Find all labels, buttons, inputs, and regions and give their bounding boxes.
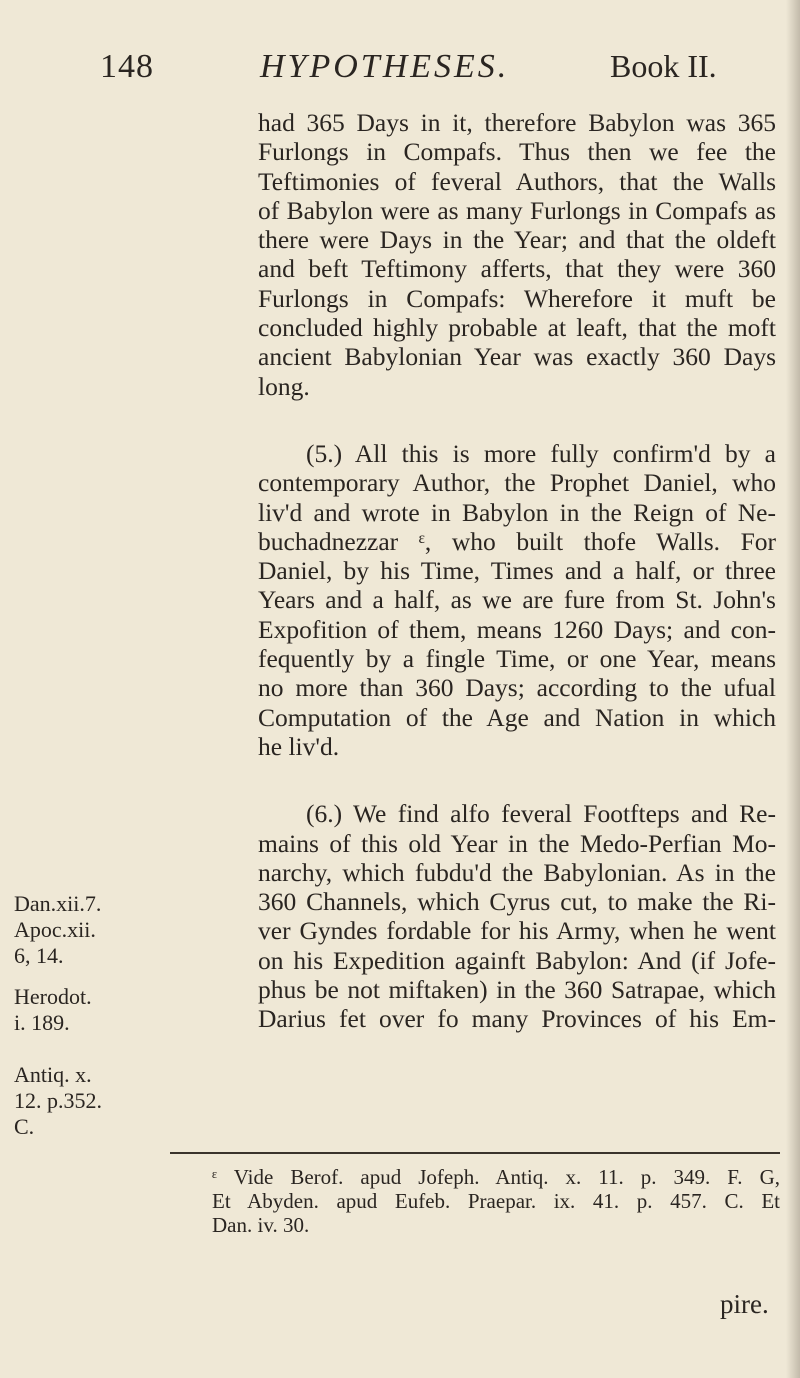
footnote	[212, 1165, 780, 1237]
text-line: on his Expedition againft Babylon: And (if Jofe-	[258, 945, 776, 975]
text-line: no more than 360 Days; according to the ufual	[258, 673, 776, 703]
footnote-line: Dan. iv. 30.	[212, 1213, 310, 1237]
text-line: buchadnezzar ᵋ, who built thofe Walls. For	[258, 526, 776, 556]
footnote-line: ᵋ Vide Berof. apud Jofeph. Antiq. x. 11. p. 349. F. G,	[212, 1165, 780, 1189]
margin-note-line	[14, 1036, 102, 1062]
text-line: long.	[258, 371, 310, 401]
margin-note-line: 6, 14.	[14, 943, 64, 968]
margin-note-line: i. 189.	[14, 1010, 70, 1035]
page-edge-shadow	[786, 0, 800, 1378]
body-text	[258, 108, 776, 1072]
text-line: he liv'd.	[258, 731, 340, 761]
text-line: had 365 Days in it, therefore Babylon was 365	[258, 108, 776, 137]
text-line: concluded highly probable at leaft, that the moft	[258, 313, 776, 343]
text-line: mains of this old Year in the Medo-Perfian Mo-	[258, 828, 776, 858]
margin-note-line: Dan.xii.7.	[14, 891, 102, 916]
text-line: of Babylon were as many Furlongs in Compafs as	[258, 195, 776, 225]
paragraph-2	[258, 439, 776, 761]
text-line: narchy, which fubdu'd the Babylonian. As in the	[258, 857, 776, 887]
text-line: Computation of the Age and Nation in which	[258, 702, 776, 732]
text-line: 360 Channels, which Cyrus cut, to make the Ri-	[258, 887, 776, 917]
margin-note-daniel	[14, 891, 101, 969]
catchword: pire.	[720, 1289, 769, 1319]
paragraph-1	[258, 108, 776, 401]
text-line: fequently by a fingle Time, or one Year, means	[258, 644, 776, 674]
text-line: ancient Babylonian Year was exactly 360 Days	[258, 342, 776, 372]
paragraph-3	[258, 799, 776, 1033]
text-line: Daniel, by his Time, Times and a half, or three	[258, 556, 776, 586]
margin-note-line: Herodot.	[14, 984, 92, 1009]
margin-note-herodotus	[14, 984, 102, 1140]
margin-note-line: 12. p.352.	[14, 1088, 102, 1113]
margin-note-line: Apoc.xii.	[14, 917, 96, 942]
text-line: Furlongs in Compafs: Wherefore it muft be	[258, 283, 776, 313]
running-title: HYPOTHESES.	[260, 48, 510, 85]
text-line: (5.) All this is more fully confirm'd by a	[306, 438, 776, 468]
text-line: (6.) We find alfo feveral Footfteps and Re-	[306, 799, 776, 829]
text-line: phus be not miftaken) in the 360 Satrapae, which	[258, 975, 776, 1005]
page-header	[0, 48, 800, 108]
margin-note-line: C.	[14, 1114, 35, 1139]
text-line: ver Gyndes fordable for his Army, when he went	[258, 916, 776, 946]
text-line: liv'd and wrote in Babylon in the Reign of Ne-	[258, 497, 776, 527]
text-line: Furlongs in Compafs. Thus then we fee the	[258, 137, 776, 167]
text-line: Expofition of them, means 1260 Days; and con-	[258, 614, 776, 644]
text-line: and beft Teftimony afferts, that they were 360	[258, 254, 776, 284]
text-line: contemporary Author, the Prophet Daniel, who	[258, 468, 776, 498]
margin-note-line: Antiq. x.	[14, 1062, 92, 1087]
footnote-line: Et Abyden. apud Eufeb. Praepar. ix. 41. p. 457. C. Et	[212, 1189, 780, 1213]
text-line: Darius fet over fo many Provinces of his Em-	[258, 1004, 776, 1034]
book-label: Book II.	[610, 48, 717, 84]
footnote-rule	[170, 1152, 780, 1154]
text-line: Teftimonies of feveral Authors, that the Walls	[258, 166, 776, 196]
text-line: Years and a half, as we are fure from St. John's	[258, 585, 776, 615]
page-number: 148	[100, 48, 154, 85]
text-line: there were Days in the Year; and that the oldeft	[258, 225, 776, 255]
